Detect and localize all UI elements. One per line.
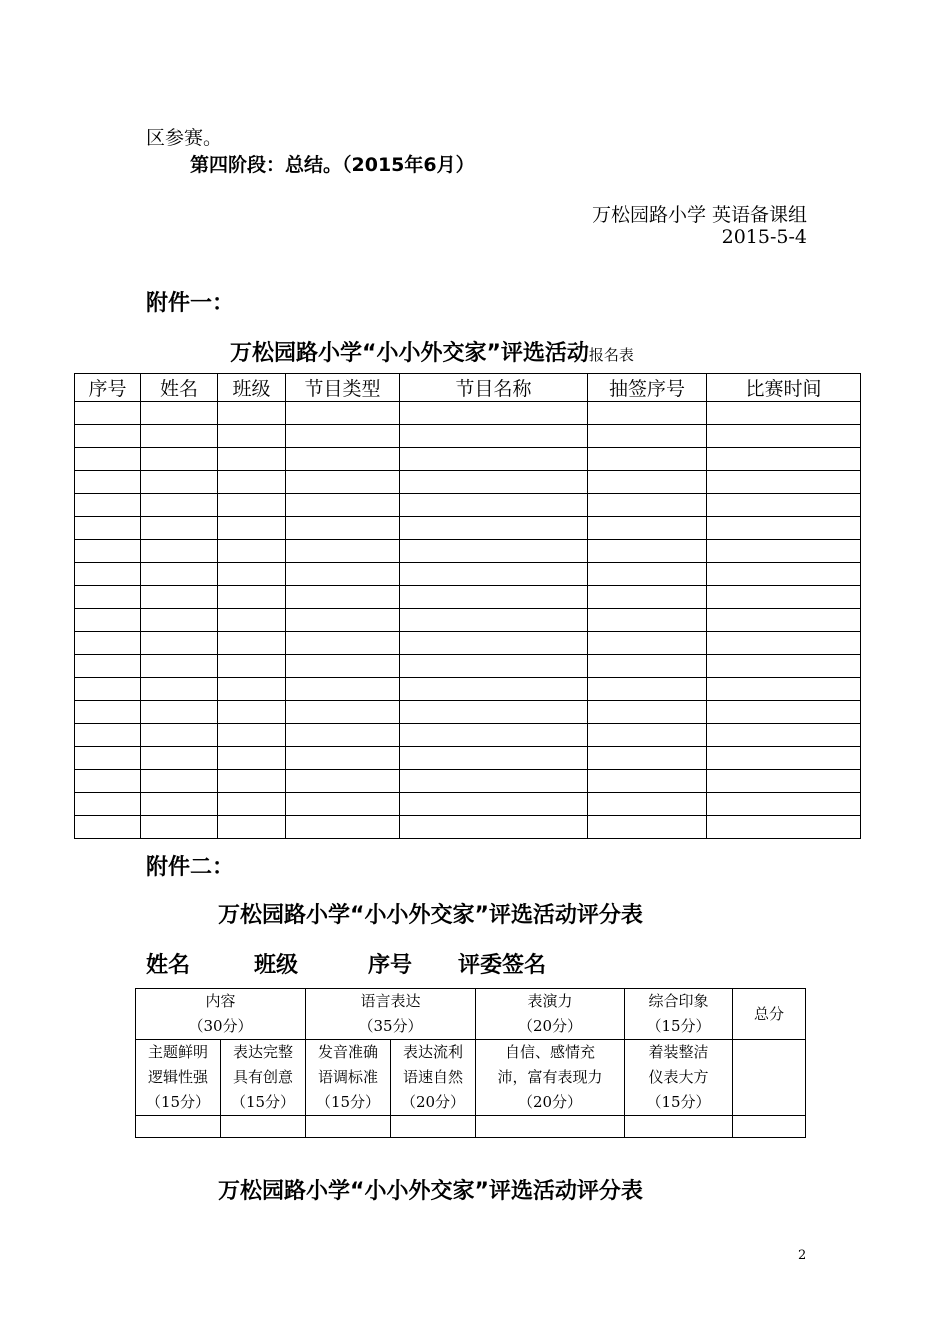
signature-date: 2015-5-4 (721, 226, 807, 248)
criterion-points: （15分） (230, 1093, 296, 1111)
table-cell (141, 655, 218, 678)
group-language (306, 989, 476, 1040)
table-cell (141, 494, 218, 517)
registration-body (75, 402, 861, 839)
table-cell (286, 609, 400, 632)
group-points: （35分） (358, 1017, 423, 1035)
table-cell (588, 701, 707, 724)
table-cell (218, 793, 286, 816)
table-cell (75, 724, 141, 747)
table-cell (218, 402, 286, 425)
signature-org: 万松园路小学 英语备课组 (591, 204, 807, 226)
table-cell (141, 563, 218, 586)
criterion-cell (221, 1040, 306, 1116)
score-entry-cell (306, 1116, 391, 1138)
table-cell (286, 402, 400, 425)
table-cell (707, 402, 861, 425)
table-cell (218, 678, 286, 701)
table-cell (707, 471, 861, 494)
table-cell (75, 540, 141, 563)
criterion-line: 仪表大方 (648, 1068, 709, 1086)
table-row (75, 816, 861, 839)
criterion-cell (306, 1040, 391, 1116)
scoring-form-fields (146, 948, 546, 979)
score-entry-cell (476, 1116, 625, 1138)
table-cell (400, 586, 588, 609)
table-cell (75, 747, 141, 770)
table-cell (400, 701, 588, 724)
table-cell (141, 816, 218, 839)
col-header: 节目类型 (286, 374, 400, 402)
criterion-line: 发音准确 (317, 1043, 378, 1061)
table-cell (286, 724, 400, 747)
group-points: （20分） (517, 1017, 583, 1035)
table-cell (75, 655, 141, 678)
table-cell (141, 425, 218, 448)
table-row (75, 701, 861, 724)
group-impression (625, 989, 733, 1040)
scoring-table (135, 988, 806, 1138)
table-row (75, 494, 861, 517)
table-cell (141, 448, 218, 471)
criterion-line: 语调标准 (317, 1068, 378, 1086)
table-cell (286, 448, 400, 471)
table-cell (588, 678, 707, 701)
table-cell (707, 425, 861, 448)
table-cell (218, 563, 286, 586)
table-cell (218, 448, 286, 471)
scoring-criteria-row (136, 1040, 806, 1116)
table-cell (218, 816, 286, 839)
field-class-label: 班级 (254, 953, 299, 978)
table-cell (400, 678, 588, 701)
table-cell (141, 747, 218, 770)
col-header: 比赛时间 (707, 374, 861, 402)
table-cell (75, 793, 141, 816)
table-cell (218, 701, 286, 724)
table-cell (588, 471, 707, 494)
table-cell (707, 563, 861, 586)
table-cell (75, 632, 141, 655)
registration-title-suffix: 报名表 (588, 346, 634, 364)
criterion-line: 沛，富有表现力 (497, 1068, 603, 1086)
table-cell (75, 563, 141, 586)
group-label: 语言表达 (360, 992, 421, 1010)
scoring-form-title-repeat: 万松园路小学“小小外交家”评选活动评分表 (218, 1179, 643, 1204)
table-cell (218, 540, 286, 563)
table-cell (286, 517, 400, 540)
table-cell (400, 770, 588, 793)
criterion-line: 具有创意 (232, 1068, 293, 1086)
table-cell (707, 609, 861, 632)
registration-table (74, 373, 861, 839)
table-cell (588, 793, 707, 816)
table-cell (75, 770, 141, 793)
table-row (75, 563, 861, 586)
table-cell (286, 747, 400, 770)
table-row (75, 425, 861, 448)
table-cell (588, 402, 707, 425)
table-row (75, 770, 861, 793)
table-cell (588, 540, 707, 563)
score-entry-cell (391, 1116, 476, 1138)
table-cell (707, 517, 861, 540)
col-header: 抽签序号 (588, 374, 707, 402)
table-cell (588, 448, 707, 471)
table-cell (141, 701, 218, 724)
scoring-entry-row (136, 1116, 806, 1138)
criterion-points: （20分） (517, 1093, 583, 1111)
table-cell (141, 517, 218, 540)
table-cell (286, 563, 400, 586)
table-cell (286, 678, 400, 701)
table-cell (218, 425, 286, 448)
group-label: 综合印象 (648, 992, 709, 1010)
table-cell (400, 655, 588, 678)
table-cell (707, 540, 861, 563)
table-cell (141, 540, 218, 563)
table-cell (75, 816, 141, 839)
field-name-label: 姓名 (146, 953, 191, 978)
table-row (75, 655, 861, 678)
criterion-points: （15分） (646, 1093, 711, 1111)
table-cell (588, 816, 707, 839)
table-cell (588, 563, 707, 586)
table-cell (707, 632, 861, 655)
criterion-line: 表达完整 (232, 1043, 293, 1061)
table-cell (588, 747, 707, 770)
table-row (75, 540, 861, 563)
table-cell (75, 494, 141, 517)
criterion-points: （15分） (315, 1093, 381, 1111)
table-cell (400, 471, 588, 494)
table-row (75, 678, 861, 701)
table-cell (588, 632, 707, 655)
table-cell (75, 678, 141, 701)
total-score-header: 总分 (733, 989, 806, 1040)
registration-title-main: 万松园路小学“小小外交家”评选活动 (230, 341, 589, 366)
table-cell (75, 609, 141, 632)
table-cell (141, 609, 218, 632)
table-cell (588, 655, 707, 678)
table-cell (141, 586, 218, 609)
table-cell (588, 425, 707, 448)
table-cell (75, 517, 141, 540)
scoring-form-title: 万松园路小学“小小外交家”评选活动评分表 (218, 903, 643, 928)
registration-header-row (75, 374, 861, 402)
table-row (75, 471, 861, 494)
table-cell (400, 747, 588, 770)
table-cell (286, 586, 400, 609)
table-cell (75, 471, 141, 494)
table-cell (400, 724, 588, 747)
table-cell (218, 747, 286, 770)
table-cell (400, 609, 588, 632)
table-cell (218, 517, 286, 540)
table-cell (588, 609, 707, 632)
table-cell (218, 632, 286, 655)
group-label: 表演力 (527, 992, 573, 1010)
table-cell (75, 425, 141, 448)
criterion-points: （20分） (400, 1093, 466, 1111)
table-cell (141, 678, 218, 701)
criterion-line: 表达流利 (402, 1043, 463, 1061)
scoring-group-row (136, 989, 806, 1040)
table-cell (75, 701, 141, 724)
criterion-cell (625, 1040, 733, 1116)
table-cell (141, 770, 218, 793)
table-row (75, 632, 861, 655)
criterion-line: 着装整洁 (648, 1043, 709, 1061)
table-cell (75, 586, 141, 609)
table-cell (286, 655, 400, 678)
table-cell (286, 701, 400, 724)
table-row (75, 724, 861, 747)
criterion-line: 逻辑性强 (147, 1068, 208, 1086)
table-cell (400, 494, 588, 517)
table-cell (286, 770, 400, 793)
table-cell (707, 793, 861, 816)
table-cell (400, 402, 588, 425)
score-entry-cell (625, 1116, 733, 1138)
table-row (75, 517, 861, 540)
table-cell (286, 494, 400, 517)
table-cell (141, 402, 218, 425)
group-label: 内容 (205, 992, 236, 1010)
criterion-cell (136, 1040, 221, 1116)
table-row (75, 793, 861, 816)
table-cell (400, 793, 588, 816)
group-points: （15分） (646, 1017, 711, 1035)
table-cell (400, 425, 588, 448)
group-content (136, 989, 306, 1040)
table-cell (218, 724, 286, 747)
table-cell (707, 816, 861, 839)
table-cell (400, 632, 588, 655)
col-header: 节目名称 (400, 374, 588, 402)
attachment-1-heading: 附件一： (146, 291, 235, 316)
table-cell (286, 471, 400, 494)
registration-form-title (230, 336, 634, 367)
page-number: 2 (798, 1248, 807, 1263)
criterion-line: 主题鲜明 (147, 1043, 208, 1061)
table-cell (588, 770, 707, 793)
table-row (75, 448, 861, 471)
table-cell (588, 494, 707, 517)
field-judge-signature-label: 评委签名 (458, 953, 547, 978)
table-cell (286, 540, 400, 563)
col-header: 序号 (75, 374, 141, 402)
table-cell (400, 517, 588, 540)
table-cell (707, 448, 861, 471)
table-cell (588, 586, 707, 609)
table-cell (707, 494, 861, 517)
table-cell (141, 471, 218, 494)
table-cell (141, 793, 218, 816)
stage-four-summary: 第四阶段：总结。（2015年6月） (190, 154, 475, 176)
criterion-points: （15分） (145, 1093, 211, 1111)
table-row (75, 402, 861, 425)
table-cell (218, 586, 286, 609)
table-cell (400, 563, 588, 586)
table-cell (588, 724, 707, 747)
table-cell (707, 747, 861, 770)
table-cell (141, 724, 218, 747)
criterion-line: 自信、感情充 (504, 1043, 595, 1061)
table-cell (218, 609, 286, 632)
table-cell (218, 770, 286, 793)
table-cell (588, 517, 707, 540)
table-cell (400, 448, 588, 471)
attachment-2-heading: 附件二： (146, 855, 235, 880)
table-cell (218, 471, 286, 494)
table-cell (141, 632, 218, 655)
group-points: （30分） (188, 1017, 253, 1035)
criterion-line: 语速自然 (402, 1068, 463, 1086)
table-cell (286, 425, 400, 448)
table-cell (286, 793, 400, 816)
col-header: 班级 (218, 374, 286, 402)
score-entry-cell (136, 1116, 221, 1138)
table-cell (400, 816, 588, 839)
intro-line-1: 区参赛。 (146, 127, 223, 149)
table-cell (286, 816, 400, 839)
table-cell (707, 678, 861, 701)
total-score-cell (733, 1040, 806, 1116)
table-cell (218, 494, 286, 517)
table-cell (400, 540, 588, 563)
table-cell (707, 655, 861, 678)
table-cell (707, 770, 861, 793)
table-cell (218, 655, 286, 678)
table-cell (286, 632, 400, 655)
table-row (75, 747, 861, 770)
table-row (75, 609, 861, 632)
col-header: 姓名 (141, 374, 218, 402)
table-cell (707, 724, 861, 747)
score-entry-cell (733, 1116, 806, 1138)
table-row (75, 586, 861, 609)
table-cell (75, 448, 141, 471)
table-cell (75, 402, 141, 425)
table-cell (707, 586, 861, 609)
criterion-cell (391, 1040, 476, 1116)
table-cell (707, 701, 861, 724)
criterion-cell (476, 1040, 625, 1116)
group-performance (476, 989, 625, 1040)
score-entry-cell (221, 1116, 306, 1138)
field-number-label: 序号 (368, 953, 413, 978)
